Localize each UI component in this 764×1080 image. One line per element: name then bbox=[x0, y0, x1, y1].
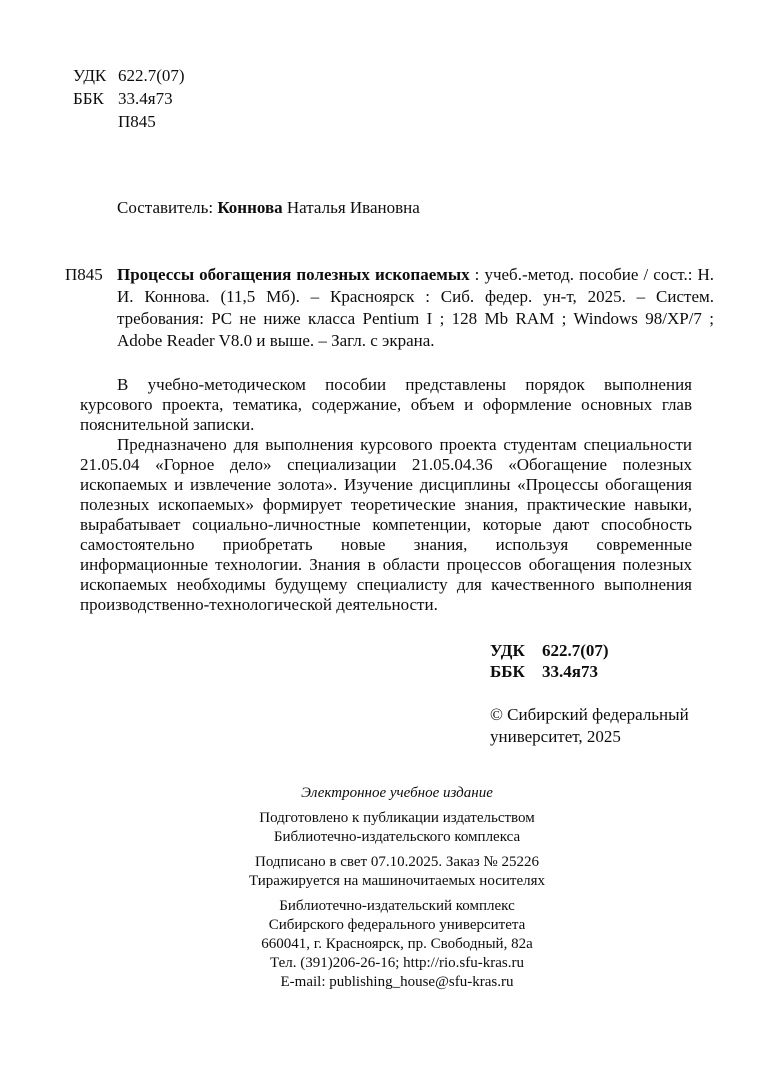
bibliographic-text bbox=[117, 264, 714, 352]
compiler-line bbox=[117, 198, 420, 218]
copyright-notice bbox=[490, 704, 689, 748]
classification-block-top bbox=[73, 64, 185, 133]
publisher-block bbox=[80, 897, 714, 992]
publisher-address: 660041, г. Красноярск, пр. Свободный, 82а bbox=[261, 936, 533, 952]
bibliographic-title: Процессы обогащения полезных ископаемых bbox=[117, 265, 470, 284]
udk-label: УДК bbox=[73, 66, 107, 85]
annotation-paragraph-1: В учебно-методическом пособии представлены порядок выполнения курсового проекта, тематика, содержание, объем и оформление основных глав пояснительной записки. bbox=[80, 375, 692, 434]
copyright-line: университет, 2025 bbox=[490, 727, 621, 746]
edition-type: Электронное учебное издание bbox=[301, 785, 493, 801]
print-info-line: Подписано в свет 07.10.2025. Заказ № 25226 bbox=[255, 854, 539, 870]
bbk-label: ББК bbox=[73, 89, 104, 108]
publisher-line: Библиотечно-издательский комплекс bbox=[279, 898, 515, 914]
prepared-line: Библиотечно-издательского комплекса bbox=[273, 829, 521, 845]
bbk-row bbox=[73, 87, 185, 110]
compiler-label: Составитель: bbox=[117, 198, 214, 217]
publisher-line: Сибирского федерального университета bbox=[268, 917, 526, 933]
prepared-by-block bbox=[80, 809, 714, 847]
classification-block-bottom bbox=[490, 640, 609, 682]
print-info-block bbox=[80, 853, 714, 891]
udk-label: УДК bbox=[490, 641, 525, 660]
author-sign-row bbox=[73, 110, 185, 133]
prepared-line: Подготовлено к публикации издательством bbox=[259, 810, 535, 826]
annotation-block bbox=[80, 375, 692, 615]
copyright-line: © Сибирский федеральный bbox=[490, 705, 689, 724]
bibliographic-description: : учеб.-метод. пособие / сост.: Н. И. Коннова. (11,5 Мб). – Красноярск : Сиб. федер. ун-т, 2025. – Систем. требования: PC не ниже класса Pentium I ; 128 Mb RAM ; Windows 98/XP/7 ; Adobe Reader V8.0 и выше. – Загл. с экрана. bbox=[117, 265, 714, 350]
bbk-row bbox=[490, 661, 609, 682]
colophon bbox=[80, 784, 714, 998]
bibliographic-code: П845 bbox=[65, 265, 103, 284]
udk-row bbox=[73, 64, 185, 87]
bbk-label: ББК bbox=[490, 662, 525, 681]
compiler-given-names: Наталья Ивановна bbox=[286, 198, 420, 217]
udk-row bbox=[490, 640, 609, 661]
bbk-value: 33.4я73 bbox=[118, 89, 173, 108]
compiler-surname: Коннова bbox=[217, 198, 283, 217]
print-info-line: Тиражируется на машиночитаемых носителях bbox=[248, 873, 545, 889]
udk-value: 622.7(07) bbox=[542, 641, 609, 660]
publisher-email: E-mail: publishing_house@sfu-kras.ru bbox=[280, 974, 514, 990]
bbk-value: 33.4я73 bbox=[542, 662, 598, 681]
bibliographic-entry bbox=[65, 264, 714, 352]
publisher-phone-site: Тел. (391)206-26-16; http://rio.sfu-kras.ru bbox=[270, 955, 524, 971]
udk-value: 622.7(07) bbox=[118, 66, 185, 85]
author-sign: П845 bbox=[118, 112, 156, 131]
annotation-paragraph-2: Предназначено для выполнения курсового проекта студентам специальности 21.05.04 «Горное дело» специализации 21.05.04.36 «Обогащение полезных ископаемых и извлечение золота». Изучение дисциплины «Процессы обогащения полезных ископаемых» формирует теоретические знания, практические навыки, вырабатывает социально-личностные компетенции, которые дают способность самостоятельно приобретать новые знания, используя современные информационные технологии. Знания в области процессов обогащения полезных ископаемых необходимы будущему специалисту для качественного выполнения производственно-технологической деятельности. bbox=[80, 435, 692, 614]
